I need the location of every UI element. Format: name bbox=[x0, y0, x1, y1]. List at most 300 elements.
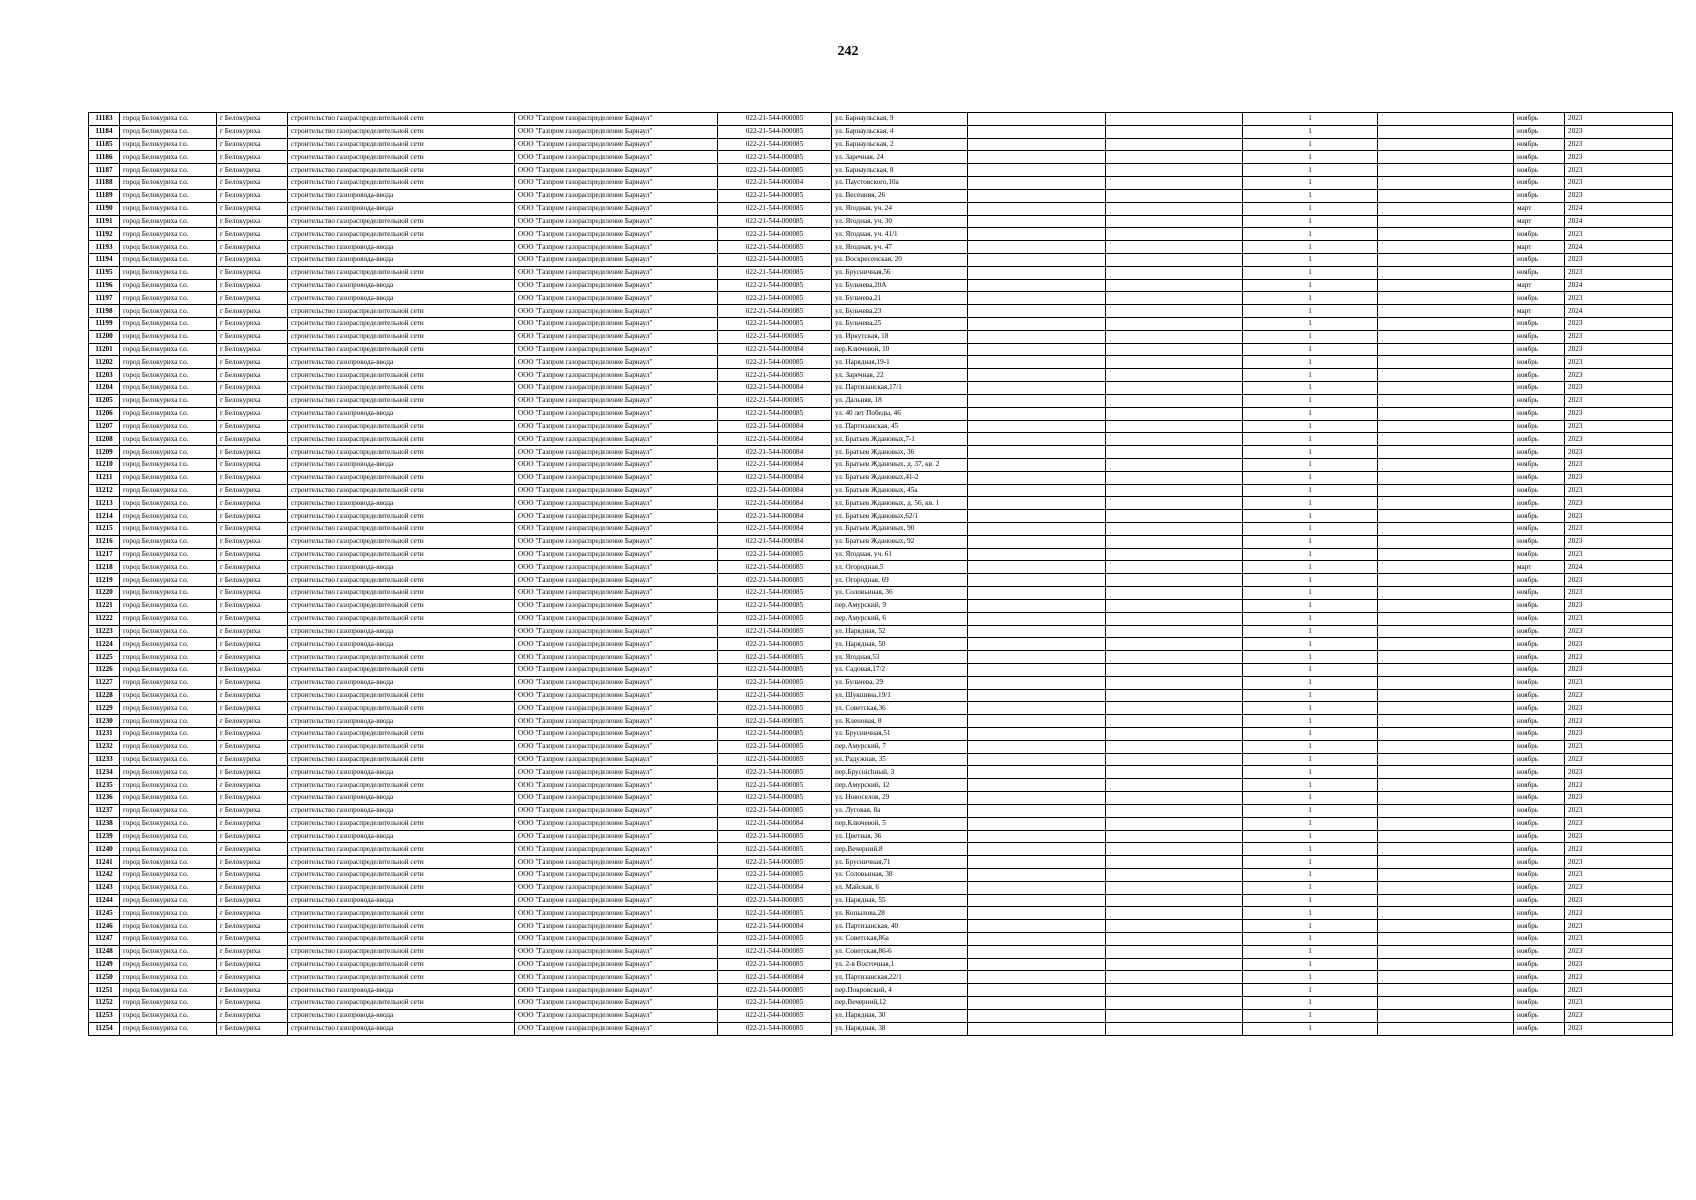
organization-cell: ООО "Газпром газораспределение Барнаул" bbox=[515, 945, 718, 958]
blank-cell bbox=[1106, 356, 1243, 369]
row-number: 11194 bbox=[89, 253, 120, 266]
blank-cell bbox=[1378, 753, 1514, 766]
row-number: 11195 bbox=[89, 266, 120, 279]
count-cell: 1 bbox=[1243, 612, 1378, 625]
contract-number-cell: 022-21-544-000085 bbox=[718, 587, 832, 600]
year-cell: 2023 bbox=[1565, 907, 1673, 920]
month-cell: ноябрь bbox=[1514, 971, 1565, 984]
settlement-cell: г Белокуриха bbox=[217, 471, 288, 484]
blank-cell bbox=[1106, 305, 1243, 318]
blank-cell bbox=[968, 1022, 1106, 1035]
row-number: 11241 bbox=[89, 856, 120, 869]
work-type-cell: строительство газораспределительной сети bbox=[288, 945, 515, 958]
contract-number-cell: 022-21-544-000085 bbox=[718, 612, 832, 625]
work-type-cell: строительство газопровода-ввода bbox=[288, 253, 515, 266]
year-cell: 2023 bbox=[1565, 715, 1673, 728]
blank-cell bbox=[968, 920, 1106, 933]
municipality-cell: город Белокуриха г.о. bbox=[120, 548, 217, 561]
table-row bbox=[89, 484, 1673, 497]
count-cell: 1 bbox=[1243, 804, 1378, 817]
work-type-cell: строительство газораспределительной сети bbox=[288, 728, 515, 741]
municipality-cell: город Белокуриха г.о. bbox=[120, 740, 217, 753]
month-cell: ноябрь bbox=[1514, 804, 1565, 817]
municipality-cell: город Белокуриха г.о. bbox=[120, 868, 217, 881]
work-type-cell: строительство газораспределительной сети bbox=[288, 881, 515, 894]
blank-cell bbox=[1378, 984, 1514, 997]
work-type-cell: строительство газораспределительной сети bbox=[288, 177, 515, 190]
table-row bbox=[89, 458, 1673, 471]
organization-cell: ООО "Газпром газораспределение Барнаул" bbox=[515, 228, 718, 241]
settlement-cell: г Белокуриха bbox=[217, 894, 288, 907]
work-type-cell: строительство газораспределительной сети bbox=[288, 599, 515, 612]
municipality-cell: город Белокуриха г.о. bbox=[120, 945, 217, 958]
address-cell: ул. Барнаульская, 9 bbox=[832, 113, 968, 126]
row-number: 11234 bbox=[89, 766, 120, 779]
month-cell: ноябрь bbox=[1514, 523, 1565, 536]
municipality-cell: город Белокуриха г.о. bbox=[120, 535, 217, 548]
address-cell: ул. Бульчева,20А bbox=[832, 279, 968, 292]
organization-cell: ООО "Газпром газораспределение Барнаул" bbox=[515, 830, 718, 843]
organization-cell: ООО "Газпром газораспределение Барнаул" bbox=[515, 484, 718, 497]
blank-cell bbox=[1378, 215, 1514, 228]
row-number: 11199 bbox=[89, 318, 120, 331]
year-cell: 2023 bbox=[1565, 945, 1673, 958]
settlement-cell: г Белокуриха bbox=[217, 446, 288, 459]
table-row bbox=[89, 740, 1673, 753]
settlement-cell: г Белокуриха bbox=[217, 510, 288, 523]
settlement-cell: г Белокуриха bbox=[217, 804, 288, 817]
table-row bbox=[89, 971, 1673, 984]
work-type-cell: строительство газопровода-ввода bbox=[288, 792, 515, 805]
contract-number-cell: 022-21-544-000085 bbox=[718, 804, 832, 817]
blank-cell bbox=[968, 548, 1106, 561]
count-cell: 1 bbox=[1243, 523, 1378, 536]
blank-cell bbox=[1378, 638, 1514, 651]
organization-cell: ООО "Газпром газораспределение Барнаул" bbox=[515, 1009, 718, 1022]
table-row bbox=[89, 510, 1673, 523]
month-cell: ноябрь bbox=[1514, 663, 1565, 676]
year-cell: 2023 bbox=[1565, 638, 1673, 651]
row-number: 11252 bbox=[89, 997, 120, 1010]
blank-cell bbox=[1378, 868, 1514, 881]
work-type-cell: строительство газораспределительной сети bbox=[288, 330, 515, 343]
organization-cell: ООО "Газпром газораспределение Барнаул" bbox=[515, 151, 718, 164]
table-row bbox=[89, 1009, 1673, 1022]
blank-cell bbox=[1378, 279, 1514, 292]
blank-cell bbox=[1378, 625, 1514, 638]
blank-cell bbox=[1378, 702, 1514, 715]
work-type-cell: строительство газопровода-ввода bbox=[288, 894, 515, 907]
blank-cell bbox=[1378, 689, 1514, 702]
work-type-cell: строительство газораспределительной сети bbox=[288, 971, 515, 984]
year-cell: 2023 bbox=[1565, 689, 1673, 702]
address-cell: ул. 40 лет Победы, 46 bbox=[832, 407, 968, 420]
blank-cell bbox=[968, 177, 1106, 190]
count-cell: 1 bbox=[1243, 394, 1378, 407]
row-number: 11215 bbox=[89, 523, 120, 536]
blank-cell bbox=[968, 228, 1106, 241]
blank-cell bbox=[1106, 241, 1243, 254]
address-cell: пер.Покровский, 4 bbox=[832, 984, 968, 997]
municipality-cell: город Белокуриха г.о. bbox=[120, 561, 217, 574]
blank-cell bbox=[1106, 958, 1243, 971]
municipality-cell: город Белокуриха г.о. bbox=[120, 228, 217, 241]
table-row bbox=[89, 343, 1673, 356]
row-number: 11198 bbox=[89, 305, 120, 318]
municipality-cell: город Белокуриха г.о. bbox=[120, 407, 217, 420]
row-number: 11205 bbox=[89, 394, 120, 407]
month-cell: ноябрь bbox=[1514, 766, 1565, 779]
blank-cell bbox=[1378, 574, 1514, 587]
municipality-cell: город Белокуриха г.о. bbox=[120, 125, 217, 138]
table-row bbox=[89, 958, 1673, 971]
address-cell: ул. Луговая, 8а bbox=[832, 804, 968, 817]
work-type-cell: строительство газораспределительной сети bbox=[288, 574, 515, 587]
municipality-cell: город Белокуриха г.о. bbox=[120, 523, 217, 536]
count-cell: 1 bbox=[1243, 202, 1378, 215]
blank-cell bbox=[1106, 907, 1243, 920]
month-cell: ноябрь bbox=[1514, 369, 1565, 382]
month-cell: ноябрь bbox=[1514, 151, 1565, 164]
month-cell: ноябрь bbox=[1514, 779, 1565, 792]
work-type-cell: строительство газопровода-ввода bbox=[288, 241, 515, 254]
address-cell: ул. Ягодная, уч. 24 bbox=[832, 202, 968, 215]
row-number: 11187 bbox=[89, 164, 120, 177]
organization-cell: ООО "Газпром газораспределение Барнаул" bbox=[515, 651, 718, 664]
blank-cell bbox=[1378, 933, 1514, 946]
count-cell: 1 bbox=[1243, 548, 1378, 561]
contract-number-cell: 022-21-544-000085 bbox=[718, 1009, 832, 1022]
settlement-cell: г Белокуриха bbox=[217, 253, 288, 266]
blank-cell bbox=[968, 433, 1106, 446]
count-cell: 1 bbox=[1243, 599, 1378, 612]
contract-number-cell: 022-21-544-000085 bbox=[718, 561, 832, 574]
count-cell: 1 bbox=[1243, 407, 1378, 420]
organization-cell: ООО "Газпром газораспределение Барнаул" bbox=[515, 817, 718, 830]
blank-cell bbox=[1106, 369, 1243, 382]
month-cell: ноябрь bbox=[1514, 984, 1565, 997]
blank-cell bbox=[1378, 523, 1514, 536]
count-cell: 1 bbox=[1243, 740, 1378, 753]
municipality-cell: город Белокуриха г.о. bbox=[120, 420, 217, 433]
work-type-cell: строительство газораспределительной сети bbox=[288, 868, 515, 881]
work-type-cell: строительство газораспределительной сети bbox=[288, 587, 515, 600]
blank-cell bbox=[1378, 843, 1514, 856]
work-type-cell: строительство газопровода-ввода bbox=[288, 458, 515, 471]
blank-cell bbox=[1378, 1009, 1514, 1022]
row-number: 11189 bbox=[89, 189, 120, 202]
municipality-cell: город Белокуриха г.о. bbox=[120, 881, 217, 894]
month-cell: ноябрь bbox=[1514, 382, 1565, 395]
blank-cell bbox=[1378, 253, 1514, 266]
row-number: 11254 bbox=[89, 1022, 120, 1035]
blank-cell bbox=[1106, 612, 1243, 625]
contract-number-cell: 022-21-544-000085 bbox=[718, 702, 832, 715]
count-cell: 1 bbox=[1243, 138, 1378, 151]
blank-cell bbox=[968, 651, 1106, 664]
municipality-cell: город Белокуриха г.о. bbox=[120, 266, 217, 279]
row-number: 11202 bbox=[89, 356, 120, 369]
settlement-cell: г Белокуриха bbox=[217, 920, 288, 933]
organization-cell: ООО "Газпром газораспределение Барнаул" bbox=[515, 997, 718, 1010]
work-type-cell: строительство газораспределительной сети bbox=[288, 548, 515, 561]
year-cell: 2023 bbox=[1565, 125, 1673, 138]
settlement-cell: г Белокуриха bbox=[217, 638, 288, 651]
organization-cell: ООО "Газпром газораспределение Барнаул" bbox=[515, 279, 718, 292]
address-cell: ул. Бульчева,25 bbox=[832, 318, 968, 331]
contract-number-cell: 022-21-544-000085 bbox=[718, 215, 832, 228]
month-cell: ноябрь bbox=[1514, 510, 1565, 523]
blank-cell bbox=[968, 253, 1106, 266]
municipality-cell: город Белокуриха г.о. bbox=[120, 894, 217, 907]
row-number: 11210 bbox=[89, 458, 120, 471]
row-number: 11236 bbox=[89, 792, 120, 805]
blank-cell bbox=[1106, 343, 1243, 356]
table-row bbox=[89, 702, 1673, 715]
settlement-cell: г Белокуриха bbox=[217, 189, 288, 202]
contract-number-cell: 022-21-544-000085 bbox=[718, 689, 832, 702]
blank-cell bbox=[968, 689, 1106, 702]
blank-cell bbox=[1106, 868, 1243, 881]
blank-cell bbox=[968, 971, 1106, 984]
table-row bbox=[89, 856, 1673, 869]
count-cell: 1 bbox=[1243, 984, 1378, 997]
work-type-cell: строительство газораспределительной сети bbox=[288, 446, 515, 459]
municipality-cell: город Белокуриха г.о. bbox=[120, 997, 217, 1010]
blank-cell bbox=[1106, 510, 1243, 523]
blank-cell bbox=[1106, 715, 1243, 728]
organization-cell: ООО "Газпром газораспределение Барнаул" bbox=[515, 689, 718, 702]
settlement-cell: г Белокуриха bbox=[217, 548, 288, 561]
row-number: 11190 bbox=[89, 202, 120, 215]
blank-cell bbox=[968, 215, 1106, 228]
count-cell: 1 bbox=[1243, 638, 1378, 651]
blank-cell bbox=[1378, 510, 1514, 523]
blank-cell bbox=[968, 625, 1106, 638]
table-row bbox=[89, 676, 1673, 689]
table-row bbox=[89, 164, 1673, 177]
blank-cell bbox=[968, 907, 1106, 920]
blank-cell bbox=[1378, 958, 1514, 971]
organization-cell: ООО "Газпром газораспределение Барнаул" bbox=[515, 792, 718, 805]
work-type-cell: строительство газораспределительной сети bbox=[288, 164, 515, 177]
blank-cell bbox=[968, 202, 1106, 215]
contract-number-cell: 022-21-544-000085 bbox=[718, 984, 832, 997]
count-cell: 1 bbox=[1243, 343, 1378, 356]
organization-cell: ООО "Газпром газораспределение Барнаул" bbox=[515, 574, 718, 587]
work-type-cell: строительство газопровода-ввода bbox=[288, 497, 515, 510]
work-type-cell: строительство газораспределительной сети bbox=[288, 433, 515, 446]
contract-number-cell: 022-21-544-000084 bbox=[718, 497, 832, 510]
month-cell: ноябрь bbox=[1514, 446, 1565, 459]
blank-cell bbox=[1378, 369, 1514, 382]
blank-cell bbox=[968, 779, 1106, 792]
month-cell: ноябрь bbox=[1514, 843, 1565, 856]
table-row bbox=[89, 471, 1673, 484]
address-cell: ул. Весенняя, 26 bbox=[832, 189, 968, 202]
count-cell: 1 bbox=[1243, 535, 1378, 548]
blank-cell bbox=[1106, 420, 1243, 433]
table-row bbox=[89, 612, 1673, 625]
year-cell: 2023 bbox=[1565, 881, 1673, 894]
month-cell: ноябрь bbox=[1514, 356, 1565, 369]
municipality-cell: город Белокуриха г.о. bbox=[120, 446, 217, 459]
blank-cell bbox=[1106, 676, 1243, 689]
blank-cell bbox=[968, 856, 1106, 869]
settlement-cell: г Белокуриха bbox=[217, 574, 288, 587]
month-cell: ноябрь bbox=[1514, 612, 1565, 625]
work-type-cell: строительство газораспределительной сети bbox=[288, 612, 515, 625]
table-row bbox=[89, 292, 1673, 305]
settlement-cell: г Белокуриха bbox=[217, 945, 288, 958]
address-cell: ул. Огородная,5 bbox=[832, 561, 968, 574]
month-cell: ноябрь bbox=[1514, 292, 1565, 305]
month-cell: ноябрь bbox=[1514, 894, 1565, 907]
work-type-cell: строительство газораспределительной сети bbox=[288, 510, 515, 523]
table-row bbox=[89, 394, 1673, 407]
blank-cell bbox=[1378, 484, 1514, 497]
month-cell: март bbox=[1514, 305, 1565, 318]
address-cell: ул. Ягодная,53 bbox=[832, 651, 968, 664]
settlement-cell: г Белокуриха bbox=[217, 458, 288, 471]
blank-cell bbox=[1106, 651, 1243, 664]
table-row bbox=[89, 894, 1673, 907]
month-cell: ноябрь bbox=[1514, 689, 1565, 702]
count-cell: 1 bbox=[1243, 279, 1378, 292]
year-cell: 2023 bbox=[1565, 253, 1673, 266]
year-cell: 2023 bbox=[1565, 548, 1673, 561]
count-cell: 1 bbox=[1243, 715, 1378, 728]
blank-cell bbox=[1106, 151, 1243, 164]
blank-cell bbox=[1106, 394, 1243, 407]
address-cell: ул. Ягодная, уч. 41/1 bbox=[832, 228, 968, 241]
count-cell: 1 bbox=[1243, 933, 1378, 946]
blank-cell bbox=[1378, 458, 1514, 471]
table-row bbox=[89, 766, 1673, 779]
work-type-cell: строительство газопровода-ввода bbox=[288, 766, 515, 779]
address-cell: ул. Паустовского,10а bbox=[832, 177, 968, 190]
year-cell: 2023 bbox=[1565, 446, 1673, 459]
address-cell: ул. Советская,86-6 bbox=[832, 945, 968, 958]
address-cell: ул. Братьев Ждановых, д. 56, кв. 1 bbox=[832, 497, 968, 510]
month-cell: ноябрь bbox=[1514, 715, 1565, 728]
blank-cell bbox=[968, 817, 1106, 830]
month-cell: ноябрь bbox=[1514, 676, 1565, 689]
settlement-cell: г Белокуриха bbox=[217, 1009, 288, 1022]
blank-cell bbox=[1378, 471, 1514, 484]
work-type-cell: строительство газопровода-ввода bbox=[288, 625, 515, 638]
organization-cell: ООО "Газпром газораспределение Барнаул" bbox=[515, 907, 718, 920]
blank-cell bbox=[1378, 740, 1514, 753]
page-number: 242 bbox=[837, 44, 859, 59]
blank-cell bbox=[1378, 305, 1514, 318]
blank-cell bbox=[1106, 984, 1243, 997]
organization-cell: ООО "Газпром газораспределение Барнаул" bbox=[515, 625, 718, 638]
month-cell: ноябрь bbox=[1514, 471, 1565, 484]
organization-cell: ООО "Газпром газораспределение Барнаул" bbox=[515, 1022, 718, 1035]
work-type-cell: строительство газораспределительной сети bbox=[288, 369, 515, 382]
blank-cell bbox=[1378, 804, 1514, 817]
blank-cell bbox=[968, 702, 1106, 715]
count-cell: 1 bbox=[1243, 881, 1378, 894]
address-cell: ул. Бульчева,21 bbox=[832, 292, 968, 305]
municipality-cell: город Белокуриха г.о. bbox=[120, 279, 217, 292]
contract-number-cell: 022-21-544-000084 bbox=[718, 433, 832, 446]
count-cell: 1 bbox=[1243, 651, 1378, 664]
row-number: 11200 bbox=[89, 330, 120, 343]
blank-cell bbox=[968, 343, 1106, 356]
table-row bbox=[89, 574, 1673, 587]
municipality-cell: город Белокуриха г.о. bbox=[120, 164, 217, 177]
municipality-cell: город Белокуриха г.о. bbox=[120, 1022, 217, 1035]
work-type-cell: строительство газопровода-ввода bbox=[288, 676, 515, 689]
table-row bbox=[89, 753, 1673, 766]
blank-cell bbox=[968, 535, 1106, 548]
contract-number-cell: 022-21-544-000085 bbox=[718, 651, 832, 664]
settlement-cell: г Белокуриха bbox=[217, 997, 288, 1010]
row-number: 11184 bbox=[89, 125, 120, 138]
table-row bbox=[89, 933, 1673, 946]
contract-number-cell: 022-21-544-000085 bbox=[718, 753, 832, 766]
organization-cell: ООО "Газпром газораспределение Барнаул" bbox=[515, 753, 718, 766]
blank-cell bbox=[1106, 125, 1243, 138]
year-cell: 2024 bbox=[1565, 279, 1673, 292]
organization-cell: ООО "Газпром газораспределение Барнаул" bbox=[515, 497, 718, 510]
work-type-cell: строительство газораспределительной сети bbox=[288, 420, 515, 433]
month-cell: ноябрь bbox=[1514, 189, 1565, 202]
address-cell: ул. Братьев Ждановых,62/1 bbox=[832, 510, 968, 523]
blank-cell bbox=[1378, 497, 1514, 510]
settlement-cell: г Белокуриха bbox=[217, 138, 288, 151]
month-cell: ноябрь bbox=[1514, 574, 1565, 587]
year-cell: 2023 bbox=[1565, 433, 1673, 446]
year-cell: 2023 bbox=[1565, 497, 1673, 510]
municipality-cell: город Белокуриха г.о. bbox=[120, 625, 217, 638]
month-cell: ноябрь bbox=[1514, 997, 1565, 1010]
table-row bbox=[89, 625, 1673, 638]
address-cell: ул. Майская, 6 bbox=[832, 881, 968, 894]
blank-cell bbox=[1378, 599, 1514, 612]
blank-cell bbox=[1378, 856, 1514, 869]
address-cell: пер.Амурский, 9 bbox=[832, 599, 968, 612]
row-number: 11243 bbox=[89, 881, 120, 894]
municipality-cell: город Белокуриха г.о. bbox=[120, 343, 217, 356]
blank-cell bbox=[968, 279, 1106, 292]
blank-cell bbox=[968, 740, 1106, 753]
municipality-cell: город Белокуриха г.о. bbox=[120, 779, 217, 792]
work-type-cell: строительство газораспределительной сети bbox=[288, 318, 515, 331]
municipality-cell: город Белокуриха г.о. bbox=[120, 971, 217, 984]
organization-cell: ООО "Газпром газораспределение Барнаул" bbox=[515, 587, 718, 600]
blank-cell bbox=[968, 241, 1106, 254]
blank-cell bbox=[968, 523, 1106, 536]
year-cell: 2023 bbox=[1565, 535, 1673, 548]
municipality-cell: город Белокуриха г.о. bbox=[120, 958, 217, 971]
year-cell: 2023 bbox=[1565, 920, 1673, 933]
blank-cell bbox=[1378, 728, 1514, 741]
month-cell: ноябрь bbox=[1514, 164, 1565, 177]
municipality-cell: город Белокуриха г.о. bbox=[120, 702, 217, 715]
blank-cell bbox=[1106, 920, 1243, 933]
settlement-cell: г Белокуриха bbox=[217, 407, 288, 420]
month-cell: март bbox=[1514, 561, 1565, 574]
work-type-cell: строительство газораспределительной сети bbox=[288, 856, 515, 869]
month-cell: ноябрь bbox=[1514, 599, 1565, 612]
year-cell: 2024 bbox=[1565, 215, 1673, 228]
address-cell: ул. Партизанская,22/1 bbox=[832, 971, 968, 984]
blank-cell bbox=[1378, 548, 1514, 561]
blank-cell bbox=[1106, 471, 1243, 484]
